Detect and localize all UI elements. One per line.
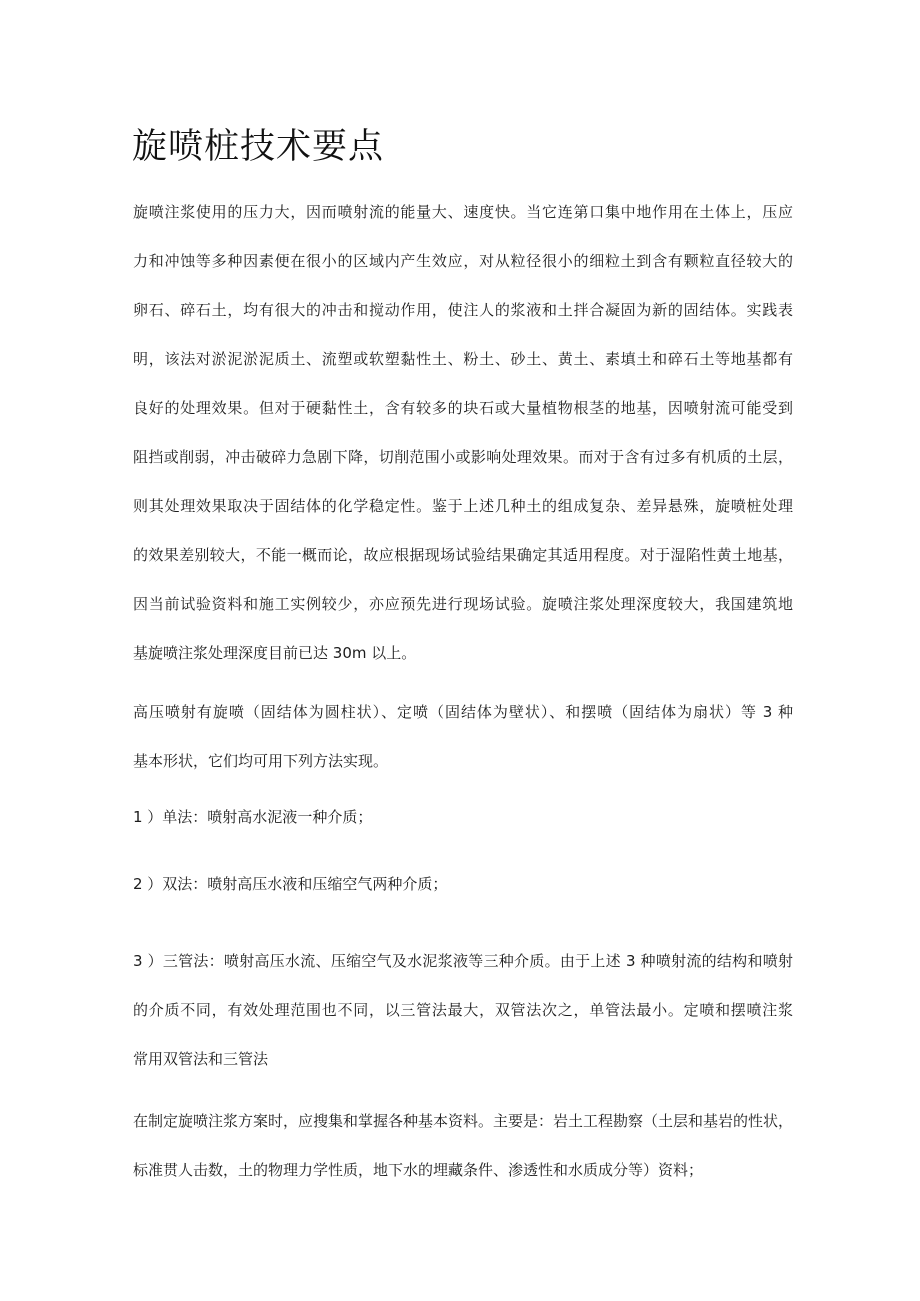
text-line: 力和冲蚀等多种因素便在很小的区域内产生效应，对从粒径很小的细粒土到含有颗粒直径较大的 — [133, 252, 793, 270]
text-line: 高压喷射有旋喷（固结体为圆柱状）、定喷（固结体为壁状）、和摆喷（固结体为扇状）等 3 种 — [133, 703, 793, 721]
text-line: 标准贯人击数，土的物理力学性质，地下水的埋藏条件、渗透性和水质成分等）资料； — [133, 1161, 704, 1179]
text-line: 的效果差别较大，不能一概而论，故应根据现场试验结果确定其适用程度。对于湿陷性黄土地基， — [133, 546, 793, 564]
paragraph-jet-grouting-principles — [133, 188, 793, 678]
text-line: 阻挡或削弱，冲击破碎力急剧下降，切削范围小或影响处理效果。而对于含有过多有机质的土层， — [133, 448, 793, 466]
text-line: 1 ）单法：喷射高水泥液一种介质； — [133, 808, 373, 826]
text-line: 旋喷注浆使用的压力大，因而喷射流的能量大、速度快。当它连第口集中地作用在土体上，压应 — [133, 203, 793, 221]
text-line: 基本形状，它们均可用下列方法实现。 — [133, 752, 389, 770]
text-line: 则其处理效果取决于固结体的化学稳定性。鉴于上述几种土的组成复杂、差异悬殊，旋喷桩处理 — [133, 497, 793, 515]
text-line: 良好的处理效果。但对于硬黏性土，含有较多的块石或大量植物根茎的地基，因喷射流可能受到 — [133, 399, 793, 417]
list-item-single-tube — [133, 805, 793, 829]
document-title: 旋喷桩技术要点 — [132, 127, 385, 167]
list-item-double-tube — [133, 872, 793, 896]
text-line: 3 ）三管法：喷射高压水流、压缩空气及水泥浆液等三种介质。由于上述 3 种喷射流的结构和喷射 — [133, 952, 793, 970]
text-line: 2 ）双法：喷射高压水液和压缩空气两种介质； — [133, 875, 448, 893]
text-line: 因当前试验资料和施工实例较少，亦应预先进行现场试验。旋喷注浆处理深度较大，我国建筑地 — [133, 595, 793, 613]
paragraph-basic-data — [133, 1097, 793, 1195]
text-line: 明，该法对淤泥淤泥质土、流塑或软塑黏性土、粉土、砂土、黄土、素填土和碎石土等地基都有 — [133, 350, 793, 368]
text-line: 的介质不同，有效处理范围也不同，以三管法最大，双管法次之，单管法最小。定喷和摆喷注浆 — [133, 1001, 793, 1019]
text-line: 在制定旋喷注浆方案时，应搜集和掌握各种基本资料。主要是：岩土工程勘察（土层和基岩的性状， — [133, 1112, 793, 1130]
paragraph-jet-shapes — [133, 688, 793, 786]
list-item-triple-tube — [133, 937, 793, 1084]
text-line: 常用双管法和三管法 — [133, 1050, 269, 1068]
text-line: 基旋喷注浆处理深度目前已达 30m 以上。 — [133, 644, 417, 662]
text-line: 卵石、碎石土，均有很大的冲击和搅动作用，使注人的浆液和土拌合凝固为新的固结体。实践表 — [133, 301, 793, 319]
